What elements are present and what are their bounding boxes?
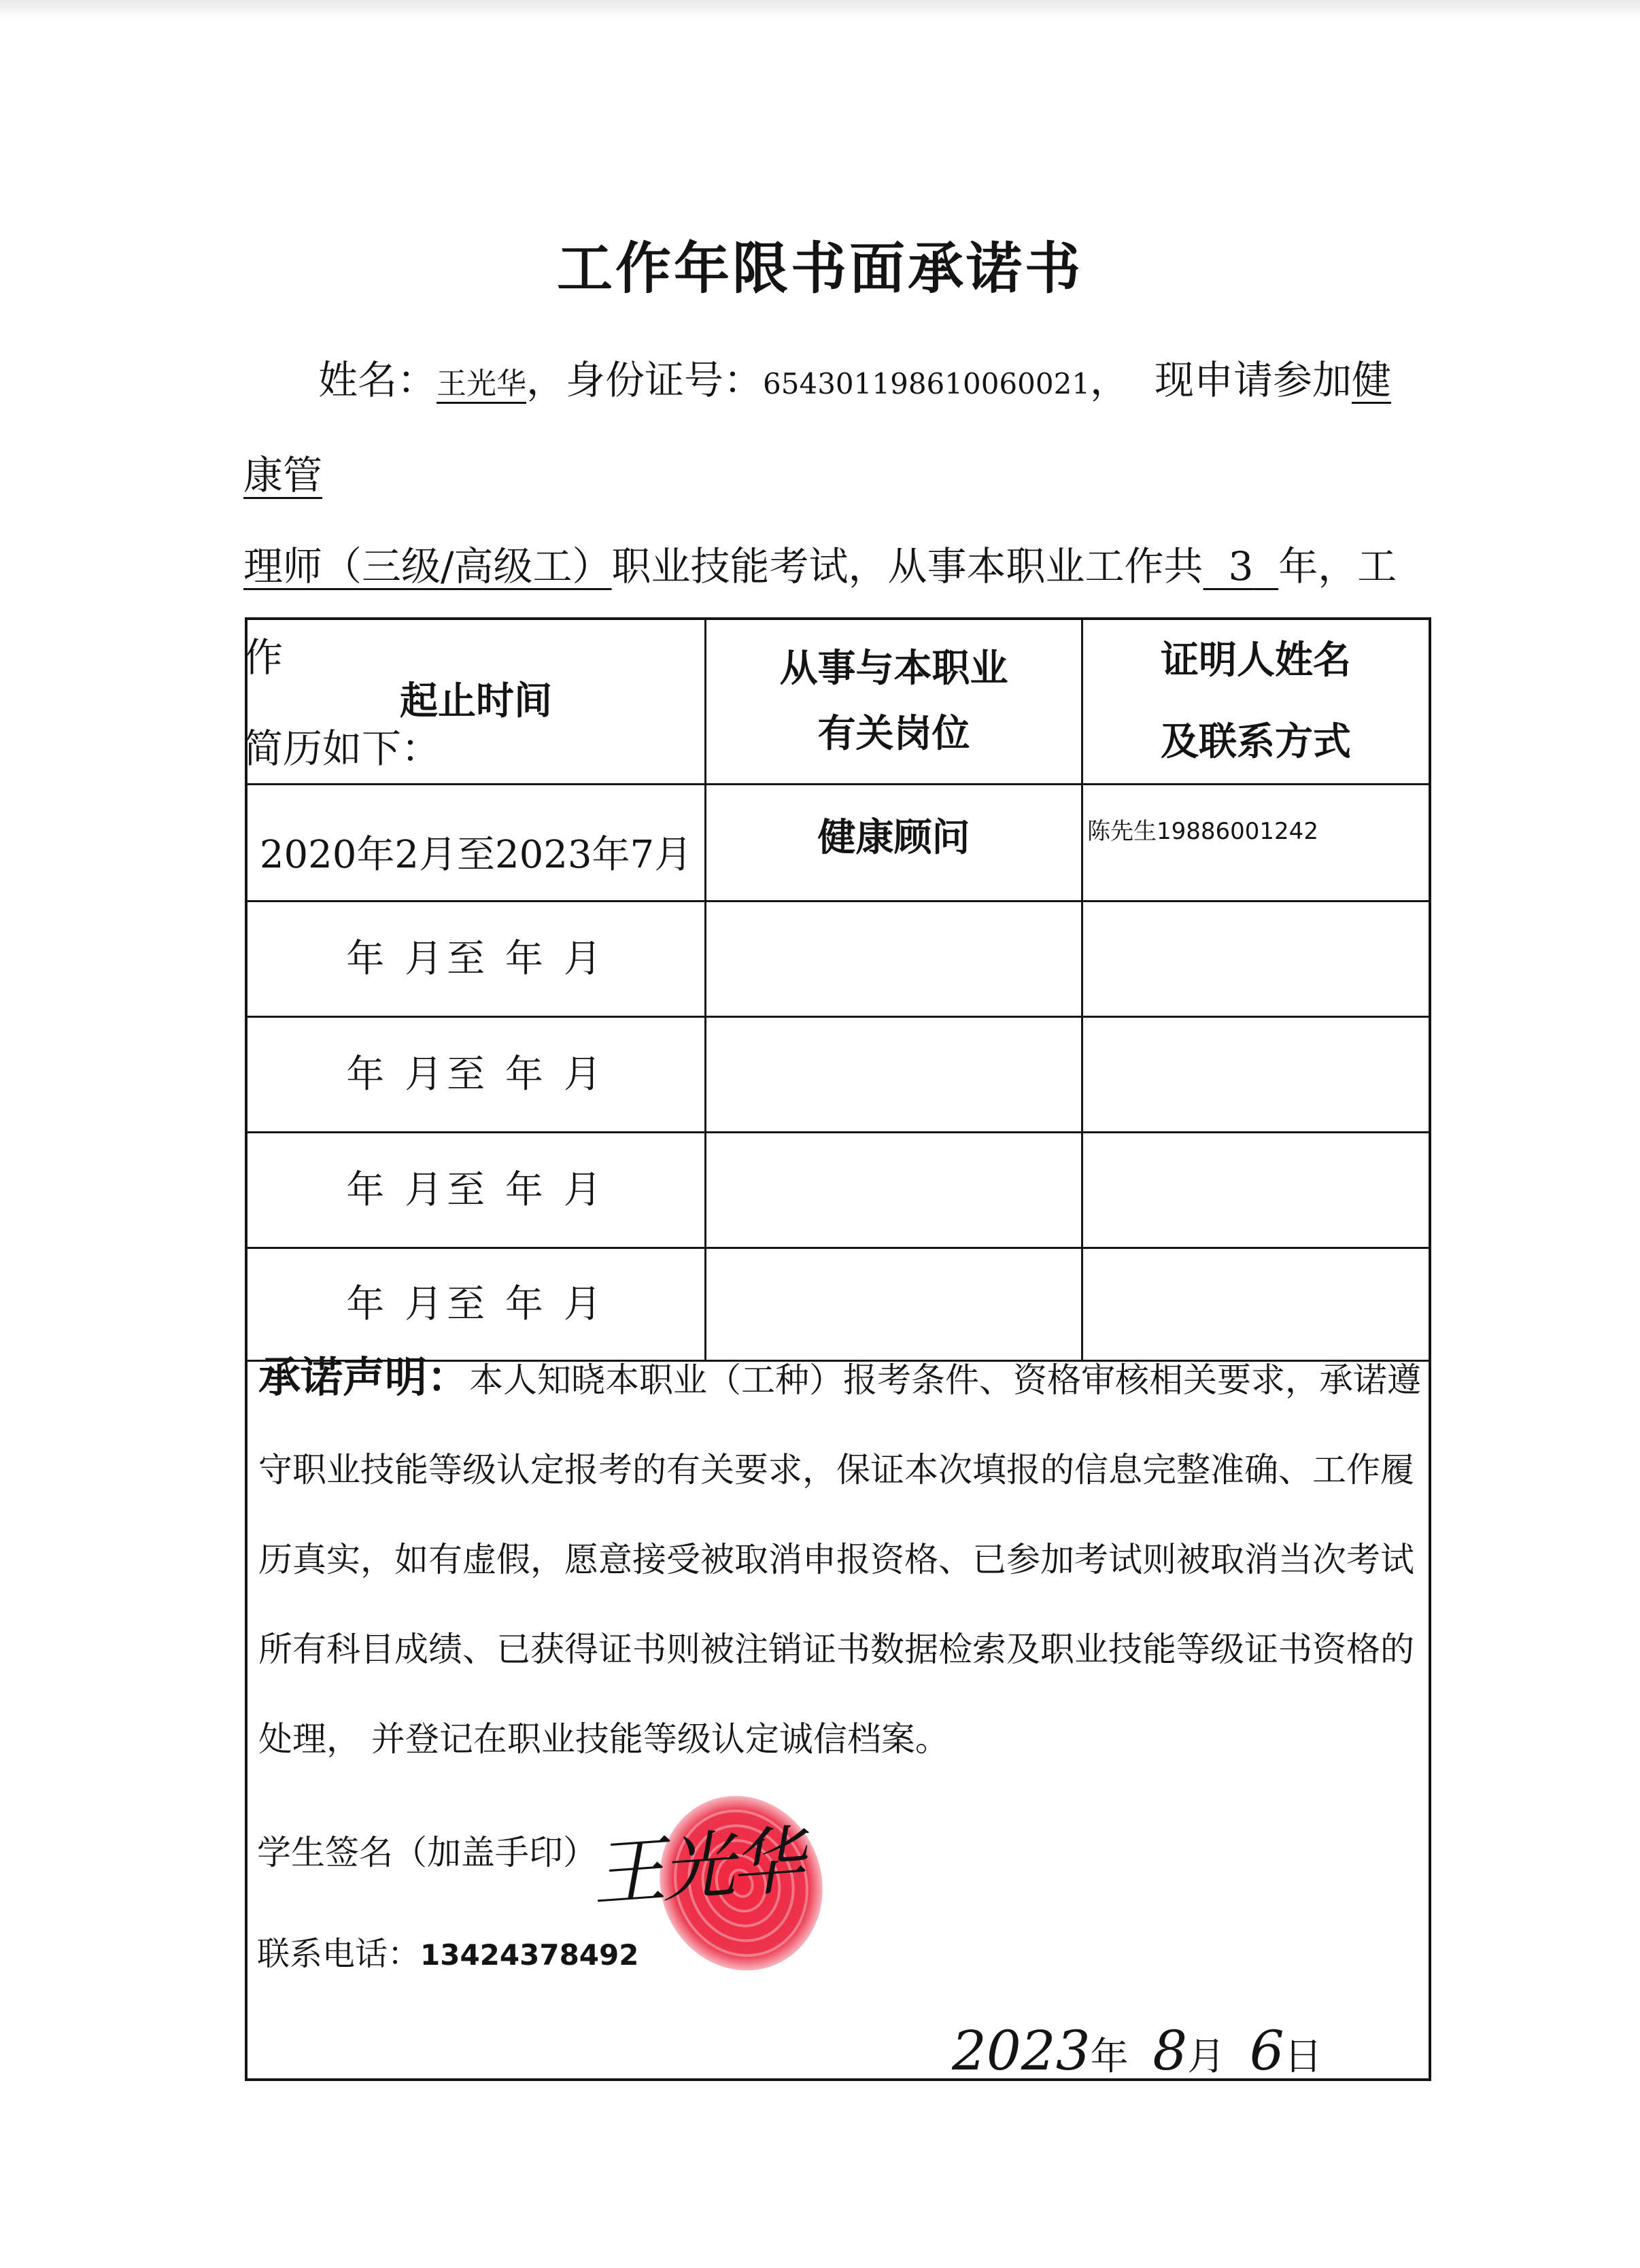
date-day-unit: 日 (1284, 2035, 1322, 2079)
occupation-part1: 健康管 (243, 357, 1391, 498)
years-number: 3 (1228, 543, 1254, 589)
header-period: 起止时间 (400, 679, 552, 723)
row-2-period: 年 月至 年 月 (346, 936, 606, 981)
document-title: 工作年限书面承诺书 (556, 237, 1083, 301)
id-label: 身份证号： (566, 357, 764, 403)
phone-line (257, 1927, 638, 1974)
header-witness-line2: 及联系方式 (1161, 720, 1351, 764)
row-4-period: 年 月至 年 月 (346, 1167, 606, 1212)
date-month: 8 (1152, 2019, 1188, 2082)
row-4-witness (1083, 1133, 1429, 1247)
header-post (706, 620, 1081, 783)
header-witness-line1: 证明人姓名 (1161, 638, 1351, 683)
name-label: 姓名： (318, 357, 437, 403)
row-5-period: 年 月至 年 月 (346, 1282, 606, 1326)
apply-text: 现申请参加 (1154, 357, 1352, 403)
pledge-statement (258, 1333, 1428, 1784)
phone-number: 13424378492 (420, 1938, 639, 1972)
date-month-unit: 月 (1187, 2035, 1226, 2079)
date-year-unit: 年 (1090, 2035, 1129, 2079)
row-3-period: 年 月至 年 月 (346, 1052, 606, 1097)
occupation-part2: 理师（三级/高级工） (243, 543, 612, 589)
signing-date (952, 2019, 1322, 2082)
applicant-name: 王光华 (437, 366, 527, 401)
exam-text: 职业技能考试，从事本职业工作共 (611, 543, 1203, 589)
id-number: 654301198610060021 (763, 367, 1091, 400)
header-post-line1: 从事与本职业 (779, 647, 1008, 691)
row-1-witness: 陈先生19886001242 (1087, 818, 1318, 845)
pledge-body: 本人知晓本职业（工种）报考条件、资格审核相关要求，承诺遵守职业技能等级认定报考的有关要求，保证本次填报的信息完整准确、工作履历真实，如有虚假，愿意接受被取消申报资格、已参加考试则被取消当次考试所有科目成绩、已获得证书则被注销证书数据检索及职业技能等级证书资格的处理， 并登记在职业技能等级认定诚信档案。 (258, 1360, 1422, 1759)
row-3-post (706, 1018, 1081, 1131)
signature-label: 学生签名（加盖手印） (257, 1833, 597, 1872)
date-year: 2023 (952, 2019, 1091, 2082)
date-day: 6 (1249, 2019, 1284, 2082)
row-3-witness (1083, 1018, 1429, 1131)
row-4-post (706, 1133, 1081, 1247)
handwritten-signature: 王光华 (589, 1818, 803, 1918)
header-post-line2: 有关岗位 (817, 712, 970, 756)
pledge-lead: 承诺声明： (258, 1352, 470, 1402)
phone-label: 联系电话： (257, 1935, 421, 1973)
separator: ， (526, 357, 566, 403)
resume-text: 简历如下： (243, 725, 441, 772)
header-witness (1083, 620, 1429, 783)
row-1-period: 2020年2月至2023年7月 (259, 833, 693, 877)
separator: ， (1090, 357, 1130, 403)
row-1-post: 健康顾问 (817, 816, 970, 860)
row-2-post (706, 902, 1081, 1016)
row-2-witness (1083, 902, 1429, 1016)
scan-edge-shadow (0, 0, 1640, 19)
years-suffix: 年，工作 (243, 543, 1397, 681)
years-value (1203, 543, 1279, 589)
